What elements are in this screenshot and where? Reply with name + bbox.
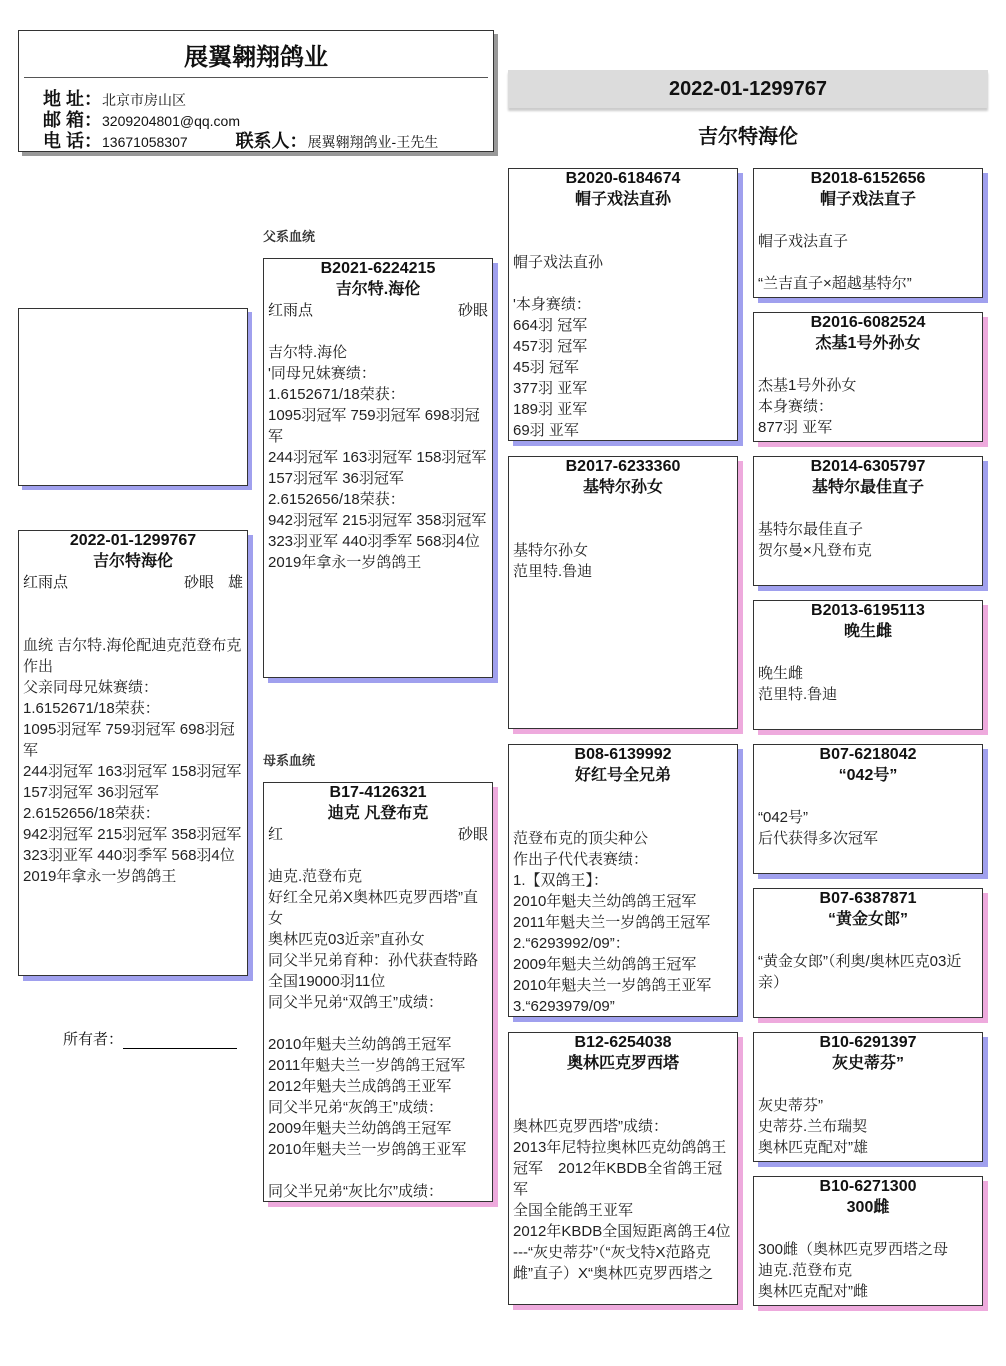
ring-number: B2016-6082524 [810, 314, 926, 331]
ring-number: B2020-6184674 [565, 170, 681, 187]
pedigree-card-sdd[interactable] [753, 600, 983, 730]
note-line: 杰基1号外孙女 [758, 377, 857, 394]
feather-color: 红雨点 [23, 574, 69, 591]
pedigree-card-dds[interactable] [753, 1032, 983, 1162]
pigeon-name: “黄金女郎” [827, 911, 908, 928]
note-line: 2010年魁夫兰幼鸽鸽王冠军 [268, 1036, 452, 1053]
card-notes [758, 498, 978, 561]
note-line: 父亲同母兄妹赛绩： [23, 679, 159, 696]
note-line: 2.6152656/18荣获： [23, 805, 160, 822]
pigeon-name: 帽子戏法直子 [819, 191, 916, 208]
pigeon-name: 晚生雌 [843, 623, 892, 640]
ring-number: B10-6291397 [819, 1034, 917, 1051]
note-line [23, 614, 243, 635]
note-line: 2010年魁夫兰一岁鸽鸽王亚军 [268, 1141, 467, 1158]
bird-name: 吉尔特海伦 [698, 126, 798, 148]
pedigree-card-dsd[interactable] [753, 888, 983, 1018]
loft-title: 展翼翱翔鸽业 [184, 44, 328, 71]
eye-type: 砂眼 [457, 826, 488, 843]
card-notes [513, 210, 733, 441]
contact-value: 展翼翱翔鸽业-王先生 [307, 134, 439, 150]
owner-label: 所有者： [63, 1031, 124, 1048]
note-line: 基特尔最佳直子 [758, 521, 864, 538]
note-line: 323羽亚军 440羽季军 568羽4位 [23, 847, 235, 864]
pedigree-card-sire[interactable] [263, 258, 493, 678]
note-line [513, 498, 733, 519]
note-line [758, 498, 978, 519]
note-line [513, 786, 733, 807]
dam-section-label: 母系血统 [263, 753, 316, 768]
note-line: 范里特.鲁迪 [758, 686, 838, 703]
pigeon-name: “042号” [838, 767, 898, 784]
note-line: 奥林匹克03近亲”直孙女 [268, 931, 425, 948]
note-line: 2012年魁夫兰成鸽鸽王亚军 [268, 1078, 452, 1095]
note-line: 全国全能鸽王亚军 [513, 1202, 634, 1219]
note-line: 帽子戏法直子 [758, 233, 849, 250]
note-line: 2011年魁夫兰一岁鸽鸽王冠军 [513, 914, 711, 931]
note-line [513, 807, 733, 828]
note-line: 2009年魁夫兰幼鸽鸽王冠军 [268, 1120, 452, 1137]
note-line [758, 354, 978, 375]
card-notes [758, 642, 978, 705]
pedigree-card-sd[interactable] [508, 456, 738, 729]
email-label: 邮 箱： [43, 110, 103, 130]
note-line: 晚生雌 [758, 665, 804, 682]
right-attributes [170, 572, 243, 593]
right-attributes [444, 300, 488, 321]
note-line [758, 642, 978, 663]
feather-color: 红 [268, 826, 284, 843]
feather-color: 红雨点 [268, 302, 314, 319]
address-value: 北京市房山区 [102, 92, 187, 108]
pigeon-name: 300雌 [846, 1199, 890, 1216]
note-line: 157羽冠军 36羽冠军 [268, 470, 404, 487]
note-line: 942羽冠军 215羽冠军 358羽冠军 [268, 512, 487, 529]
note-line [758, 930, 978, 951]
note-line: 2019年拿永一岁鸽鸽王 [23, 868, 177, 885]
note-line [268, 1013, 488, 1034]
phone-label: 电 话： [43, 131, 103, 151]
note-line: “042号” [758, 809, 809, 826]
pedigree-card-ds[interactable] [508, 744, 738, 1017]
note-line [513, 231, 733, 252]
note-line: 664羽 冠军 [513, 317, 588, 334]
note-line [758, 210, 978, 231]
card-notes [758, 786, 978, 849]
note-line: 奥林匹克配对”雌 [758, 1283, 868, 1300]
note-line: 迪克.范登布克 [758, 1262, 853, 1279]
note-line: 942羽冠军 215羽冠军 358羽冠军 [23, 826, 242, 843]
note-line: 2.6152656/18荣获： [268, 491, 405, 508]
ring-number: B10-6271300 [819, 1178, 917, 1195]
divider [24, 77, 488, 78]
pedigree-card-dss[interactable] [753, 744, 983, 874]
note-line [758, 252, 978, 273]
note-line [513, 1095, 733, 1116]
note-line: 2019年拿永一岁鸽鸽王 [268, 554, 422, 571]
pedigree-card-sss[interactable] [753, 168, 983, 298]
note-line [268, 845, 488, 866]
note-line [758, 1218, 978, 1239]
ring-number: B12-6254038 [574, 1034, 672, 1051]
right-attributes [444, 824, 488, 845]
card-notes [758, 930, 978, 993]
address-label: 地 址： [43, 89, 103, 109]
note-line: 好红全兄弟X奥林匹克罗西塔”直女 [268, 889, 479, 927]
note-line: 同父半兄弟育种：孙代获查特路全国19000羽11位 [268, 952, 479, 990]
note-line: 本身赛绩： [758, 398, 834, 415]
note-line: 2010年魁夫兰一岁鸽鸽王亚军 [513, 977, 712, 994]
ring-number: B2017-6233360 [565, 458, 681, 475]
pigeon-name: 基特尔最佳直子 [811, 479, 924, 496]
note-line: 2010年魁夫兰幼鸽鸽王冠军 [513, 893, 697, 910]
note-line: “黄金女郎”（利奥/奥林匹克03近亲） [758, 953, 962, 991]
contact-label: 联系人： [235, 131, 308, 151]
pigeon-name: 基特尔孙女 [582, 479, 663, 496]
email-value[interactable]: 3209204801@qq.com [102, 113, 240, 129]
note-line: 同父半兄弟“灰比尔”成绩： [268, 1183, 443, 1200]
ring-number: B2018-6152656 [810, 170, 926, 187]
ring-number: B08-6139992 [574, 746, 672, 763]
pigeon-name: 奥林匹克罗西塔 [566, 1055, 679, 1072]
bird-photo-placeholder [18, 308, 248, 486]
note-line: 奥林匹克配对”雄 [758, 1139, 868, 1156]
note-line: 69羽 亚军 [513, 422, 579, 439]
pedigree-card-ssd[interactable] [753, 312, 983, 442]
card-notes [268, 845, 488, 1202]
pedigree-card-dam[interactable] [263, 782, 493, 1202]
sire-section-label: 父系血统 [263, 229, 316, 244]
note-line: 史蒂芬.兰布瑞契 [758, 1118, 868, 1135]
ring-number: B2014-6305797 [810, 458, 926, 475]
card-notes [758, 210, 978, 294]
pigeon-name: 灰史蒂芬” [831, 1055, 904, 1072]
note-line: 贺尔曼×凡登布克 [758, 542, 872, 559]
note-line: 后代获得多次冠军 [758, 830, 879, 847]
note-line: 2009年魁夫兰幼鸽鸽王冠军 [513, 956, 697, 973]
ring-number: 2022-01-1299767 [69, 532, 197, 549]
note-line [513, 273, 733, 294]
note-line: 1.6152671/18荣获： [268, 386, 405, 403]
attributes-row [23, 572, 243, 593]
phone-row [43, 127, 438, 153]
attributes-row [268, 824, 488, 845]
note-line: 同父半兄弟“双鸽王”成绩： [268, 994, 443, 1011]
note-line: 323羽亚军 440羽季军 568羽4位 [268, 533, 480, 550]
card-notes [513, 1074, 733, 1284]
gender: 雄 [227, 574, 243, 591]
note-line: '同母兄妹赛绩： [268, 365, 376, 382]
ring-number: B2021-6224215 [320, 260, 436, 277]
note-line [513, 519, 733, 540]
note-line: 作出子代代表赛绩： [513, 851, 649, 868]
note-line: '本身赛绩： [513, 296, 591, 313]
note-line: 灰史蒂芬” [758, 1097, 823, 1114]
pedigree-card-subject[interactable] [18, 530, 248, 976]
note-line: 377羽 亚军 [513, 380, 588, 397]
note-line [513, 1074, 733, 1095]
note-line: 1095羽冠军 759羽冠军 698羽冠军 [268, 407, 480, 445]
note-line: 帽子戏法直孙 [513, 254, 604, 271]
phone-value: 13671058307 [102, 134, 188, 150]
pigeon-name: 好红号全兄弟 [574, 767, 671, 784]
note-line: 45羽 冠军 [513, 359, 579, 376]
bird-ring-number: 2022-01-1299767 [508, 70, 988, 108]
ring-number: B17-4126321 [329, 784, 427, 801]
note-line: 189羽 亚军 [513, 401, 588, 418]
note-line [268, 1160, 488, 1181]
pedigree-card-ddd[interactable] [753, 1176, 983, 1306]
note-line: 1095羽冠军 759羽冠军 698羽冠军 [23, 721, 235, 759]
note-line: 244羽冠军 163羽冠军 158羽冠军 [268, 449, 487, 466]
note-line: 244羽冠军 163羽冠军 158羽冠军 [23, 763, 242, 780]
card-notes [268, 321, 488, 573]
note-line [758, 1074, 978, 1095]
card-notes [758, 1218, 978, 1302]
note-line: 877羽 亚军 [758, 419, 833, 436]
owner-field [63, 1028, 237, 1049]
note-line: 血统 吉尔特.海伦配迪克范登布克作出 [23, 637, 242, 675]
note-line: 1.【双鸽王】： [513, 872, 609, 889]
note-line: 2.“6293992/09”： [513, 935, 630, 952]
note-line: 1.6152671/18荣获： [23, 700, 160, 717]
pigeon-name: 吉尔特.海伦 [335, 281, 421, 298]
pigeon-name: 杰基1号外孙女 [815, 335, 921, 352]
pigeon-name: 迪克 凡登布克 [327, 805, 429, 822]
note-line: 2013年尼特拉奥林匹克幼鸽鸽王冠军 2012年KBDB全省鸽王冠军 [513, 1139, 727, 1198]
card-notes [758, 1074, 978, 1158]
note-line: 吉尔特.海伦 [268, 344, 348, 361]
eye-type: 砂眼 [183, 574, 214, 591]
pedigree-card-ss[interactable] [508, 168, 738, 441]
attributes-row [268, 300, 488, 321]
note-line: 2011年魁夫兰一岁鸽鸽王冠军 [268, 1057, 466, 1074]
note-line [268, 321, 488, 342]
note-line: 300雌（奥林匹克罗西塔之母 [758, 1241, 949, 1258]
card-notes [23, 593, 243, 887]
note-line: 3.“6293979/09” [513, 998, 615, 1015]
note-line [513, 210, 733, 231]
pedigree-card-sds[interactable] [753, 456, 983, 586]
note-line: 迪克.范登布克 [268, 868, 363, 885]
card-notes [513, 786, 733, 1017]
card-notes [758, 354, 978, 438]
ring-number: B2013-6195113 [811, 602, 925, 619]
pigeon-name: 帽子戏法直孙 [574, 191, 671, 208]
note-line: 2012年KBDB全国短距离鸽王4位 [513, 1223, 731, 1240]
owner-signature-line[interactable] [123, 1032, 237, 1049]
ring-number: B07-6387871 [819, 890, 917, 907]
loft-header [18, 30, 494, 152]
note-line: 范里特.鲁迪 [513, 563, 593, 580]
ring-number: B07-6218042 [819, 746, 917, 763]
note-line: 同父半兄弟“灰鸽王”成绩： [268, 1099, 443, 1116]
note-line: ---“灰史蒂芬”（“灰戈特X范路克雌”直子）X“奥林匹克罗西塔之 [513, 1244, 713, 1282]
note-line: 457羽 冠军 [513, 338, 588, 355]
note-line: 基特尔孙女 [513, 542, 589, 559]
note-line [758, 786, 978, 807]
note-line: 范登布克的顶尖种公 [513, 830, 649, 847]
eye-type: 砂眼 [457, 302, 488, 319]
note-line [23, 593, 243, 614]
note-line: 157羽冠军 36羽冠军 [23, 784, 159, 801]
note-line: 奥林匹克罗西塔”成绩： [513, 1118, 668, 1135]
card-notes [513, 498, 733, 582]
note-line: “兰吉直子×超越基特尔” [758, 275, 912, 292]
pigeon-name: 吉尔特海伦 [92, 553, 173, 570]
pedigree-card-dd[interactable] [508, 1032, 738, 1305]
